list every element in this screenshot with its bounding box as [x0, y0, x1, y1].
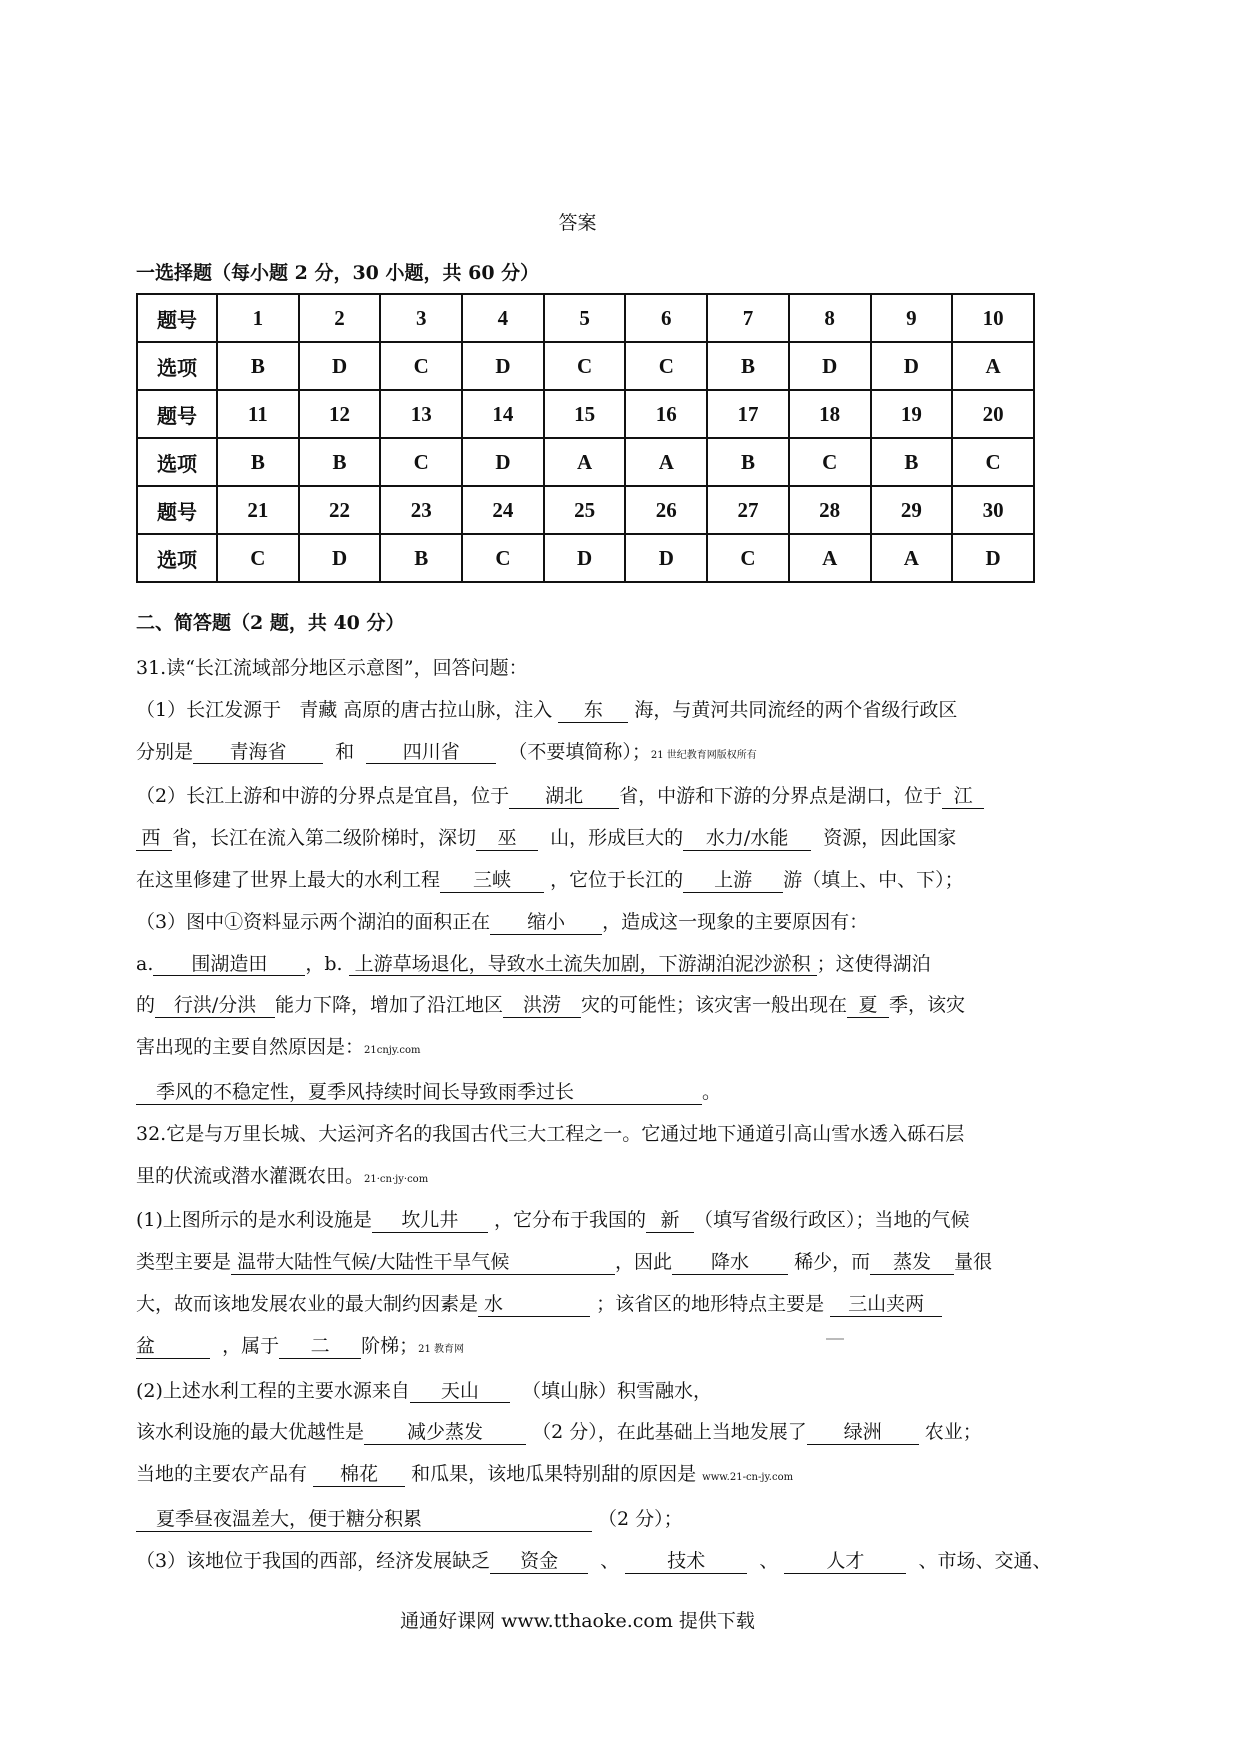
text: ；该省区的地形特点主要是 [596, 1292, 825, 1315]
text: （1）长江发源于 [136, 698, 282, 721]
text: 、 [759, 1549, 779, 1572]
text: ，b. [305, 952, 343, 975]
text: 的 [136, 994, 156, 1017]
table-cell: 1 [217, 294, 299, 342]
text: 在这里修建了世界上最大的水利工程 [136, 868, 441, 891]
answer-blank: 盆 [136, 1336, 210, 1359]
table-cell: D [299, 534, 381, 582]
table-cell: 21 [217, 486, 299, 534]
text: （填写省级行政区）；当地的气候 [693, 1209, 970, 1232]
table-cell: D [625, 534, 707, 582]
answer-blank: 蒸发 [870, 1252, 954, 1275]
table-cell: B [707, 342, 789, 390]
table-cell: 28 [789, 486, 871, 534]
table-row [137, 438, 1034, 486]
watermark-text: 21 世纪教育网版权所有 [650, 749, 757, 761]
table-row [137, 534, 1034, 582]
text: 里的伏流或潜水灌溉农田。 [136, 1164, 365, 1187]
table-cell: 2 [299, 294, 381, 342]
table-cell: 20 [952, 390, 1034, 438]
table-cell: C [952, 438, 1034, 486]
answer-blank: 降水 [672, 1252, 788, 1275]
table-cell: C [625, 342, 707, 390]
table-cell: 17 [707, 390, 789, 438]
section2-heading: 二、简答题（2 题，共 40 分） [136, 612, 405, 634]
text: 该水利设施的最大优越性是 [136, 1421, 365, 1444]
text: ，造成这一现象的主要原因有： [602, 910, 869, 933]
table-cell: B [217, 342, 299, 390]
table-cell: 8 [789, 294, 871, 342]
table-cell: 11 [217, 390, 299, 438]
text: （2 分），在此基础上当地发展了 [532, 1421, 807, 1444]
table-cell: 5 [544, 294, 626, 342]
answer-blank: 资金 [490, 1551, 588, 1574]
row-label-num: 题号 [137, 294, 217, 342]
table-row [137, 390, 1034, 438]
q32-part3-line1 [136, 1541, 1096, 1583]
text: （不要填简称）； [508, 740, 651, 763]
q32-part2-line4 [136, 1499, 1096, 1541]
scan-mark [826, 1338, 844, 1340]
text: 和 [335, 740, 355, 763]
table-cell: 13 [380, 390, 462, 438]
answer-blank: 东 [558, 700, 628, 723]
q31-part3-line5 [136, 1072, 1096, 1114]
table-row [137, 486, 1034, 534]
text: ，属于 [222, 1334, 280, 1357]
table-cell: 30 [952, 486, 1034, 534]
table-cell: B [299, 438, 381, 486]
text: （填山脉）积雪融水， [522, 1379, 713, 1402]
answer-blank: 西 [136, 828, 172, 851]
table-cell: D [952, 534, 1034, 582]
text: a. [136, 952, 154, 975]
answer-blank: 天山 [410, 1381, 510, 1404]
table-cell: A [871, 534, 953, 582]
text: 、市场、交通、 [918, 1549, 1052, 1572]
text: 能力下降，增加了沿江地区 [275, 994, 504, 1017]
text: 农业； [924, 1421, 982, 1444]
answer-blank: 减少蒸发 [364, 1422, 526, 1445]
answer-blank: 技术 [625, 1551, 747, 1574]
answer-blank: 缩小 [490, 912, 602, 935]
text: 和瓜果，该地瓜果特别甜的原因是 [411, 1463, 697, 1486]
table-cell: C [462, 534, 544, 582]
table-cell: 23 [380, 486, 462, 534]
q32-intro-line1: 32.它是与万里长城、大运河齐名的我国古代三大工程之一。它通过地下通道引高山雪水透入砾石层 [136, 1122, 965, 1145]
table-cell: D [462, 342, 544, 390]
text: （2 分）； [598, 1507, 683, 1530]
answer-blank: 绿洲 [807, 1422, 919, 1445]
table-cell: D [299, 342, 381, 390]
table-cell: 27 [707, 486, 789, 534]
table-cell: B [217, 438, 299, 486]
table-row [137, 342, 1034, 390]
answer-blank: 新 [646, 1210, 694, 1233]
answer-blank: 三峡 [440, 870, 544, 893]
q32-part1-line1 [136, 1200, 1096, 1242]
text: （3）图中①资料显示两个湖泊的面积正在 [136, 910, 491, 933]
text: 资源，因此国家 [823, 827, 957, 850]
q32-part1-line4 [136, 1326, 1096, 1371]
table-cell: 12 [299, 390, 381, 438]
text: 省，中游和下游的分界点是湖口，位于 [619, 785, 943, 808]
q31-part2-line2 [136, 818, 1096, 860]
answer-blank: 水 [478, 1294, 590, 1317]
answer-body [136, 648, 1096, 1583]
answer-blank: 江 [942, 786, 984, 809]
text: 阶梯； [361, 1334, 419, 1357]
answer-blank: 青藏 [299, 698, 338, 721]
answer-blank: 行洪/分洪 [155, 995, 275, 1018]
table-cell: C [217, 534, 299, 582]
table-cell: 9 [871, 294, 953, 342]
watermark-text: 21·cn·jy·com [364, 1173, 429, 1185]
row-label-num: 题号 [137, 486, 217, 534]
q31-part2-line3 [136, 860, 1096, 902]
text: 量很 [954, 1251, 993, 1274]
text: (2)上述水利工程的主要水源来自 [136, 1379, 410, 1402]
text: 高原的唐古拉山脉，注入 [343, 698, 553, 721]
q32-part2-line1 [136, 1371, 1096, 1413]
q31-part3-line1 [136, 902, 1096, 944]
table-cell: C [380, 342, 462, 390]
q31-intro: 31.读“长江流域部分地区示意图”，回答问题： [136, 657, 528, 679]
table-cell: A [625, 438, 707, 486]
watermark-text: www.21-cn-jy.com [702, 1472, 794, 1484]
table-cell: C [789, 438, 871, 486]
q32-part2-line3 [136, 1454, 1096, 1499]
text: ；这使得湖泊 [816, 952, 931, 975]
text: 害出现的主要自然原因是： [136, 1036, 365, 1059]
q31-part2-line1 [136, 776, 1096, 818]
table-cell: D [544, 534, 626, 582]
answer-blank: 上游草场退化，导致水土流失加剧，下游湖泊泥沙淤积 [349, 954, 817, 977]
text: ，它位于长江的 [550, 868, 684, 891]
text: （3）该地位于我国的西部，经济发展缺乏 [136, 1549, 491, 1572]
table-cell: 14 [462, 390, 544, 438]
table-cell: 3 [380, 294, 462, 342]
q32-part1-line3 [136, 1284, 1096, 1326]
text: 海，与黄河共同流经的两个省级行政区 [634, 698, 958, 721]
table-cell: 22 [299, 486, 381, 534]
answer-blank: 夏季昼夜温差大，便于糖分积累 [136, 1509, 592, 1532]
answer-blank: 巫 [476, 828, 538, 851]
text: (1)上图所示的是水利设施是 [136, 1209, 372, 1232]
text: （2）长江上游和中游的分界点是宜昌，位于 [136, 785, 510, 808]
answer-table [136, 293, 1035, 583]
answer-blank: 湖北 [509, 786, 619, 809]
row-label-num: 题号 [137, 390, 217, 438]
table-cell: 4 [462, 294, 544, 342]
table-cell: D [871, 342, 953, 390]
table-cell: 18 [789, 390, 871, 438]
q31-part3-line2 [136, 944, 1096, 986]
row-label-ans: 选项 [137, 438, 217, 486]
watermark-text: 21cnjy.com [364, 1045, 421, 1057]
table-cell: 7 [707, 294, 789, 342]
answer-blank: 温带大陆性气候/大陆性干旱气候 [231, 1252, 615, 1275]
table-cell: D [462, 438, 544, 486]
page-title: 答案 [558, 212, 597, 234]
text: ，它分布于我国的 [493, 1209, 646, 1232]
q32-part1-line2 [136, 1242, 1096, 1284]
q32-part2-line2 [136, 1412, 1096, 1454]
table-cell: 26 [625, 486, 707, 534]
text: 类型主要是 [136, 1251, 232, 1274]
table-cell: D [789, 342, 871, 390]
table-cell: 19 [871, 390, 953, 438]
table-cell: 29 [871, 486, 953, 534]
row-label-ans: 选项 [137, 534, 217, 582]
table-cell: 6 [625, 294, 707, 342]
answer-blank: 三山夹两 [830, 1294, 942, 1317]
table-cell: C [380, 438, 462, 486]
table-cell: 15 [544, 390, 626, 438]
table-cell: 25 [544, 486, 626, 534]
table-cell: B [871, 438, 953, 486]
q31-part3-line3 [136, 985, 1096, 1027]
table-row [137, 294, 1034, 342]
text: ，因此 [615, 1251, 673, 1274]
answer-blank: 人才 [784, 1551, 906, 1574]
answer-blank: 上游 [683, 870, 783, 893]
text: 游（填上、中、下）； [783, 868, 964, 891]
text: 灾的可能性；该灾害一般出现在 [581, 994, 848, 1017]
answer-blank: 青海省 [193, 742, 323, 765]
text: 、 [600, 1549, 620, 1572]
row-label-ans: 选项 [137, 342, 217, 390]
table-cell: B [707, 438, 789, 486]
table-cell: A [789, 534, 871, 582]
answer-blank: 洪涝 [503, 995, 581, 1018]
q31-part1-line2 [136, 732, 1096, 777]
q32-intro-line2 [136, 1156, 1096, 1201]
text: 省，长江在流入第二级阶梯时，深切 [172, 827, 477, 850]
table-cell: 24 [462, 486, 544, 534]
text: 山，形成巨大的 [550, 827, 684, 850]
answer-blank: 坎儿井 [372, 1210, 488, 1233]
text: 当地的主要农产品有 [136, 1463, 308, 1486]
q31-part1-line1 [136, 690, 1096, 732]
table-cell: 16 [625, 390, 707, 438]
answer-blank: 围湖造田 [153, 954, 305, 977]
watermark-text: 21 教育网 [418, 1343, 465, 1355]
table-cell: 10 [952, 294, 1034, 342]
answer-blank: 水力/水能 [683, 828, 811, 851]
answer-blank: 二 [279, 1336, 361, 1359]
table-cell: A [952, 342, 1034, 390]
text: 稀少，而 [794, 1251, 871, 1274]
q31-part3-line4 [136, 1027, 1096, 1072]
text: 季，该灾 [889, 994, 966, 1017]
section1-heading: 一选择题（每小题 2 分，30 小题，共 60 分） [136, 262, 540, 284]
page-footer: 通通好课网 www.tthaoke.com 提供下载 [400, 1610, 755, 1632]
text: 大，故而该地发展农业的最大制约因素是 [136, 1292, 479, 1315]
answer-blank: 夏 [847, 995, 889, 1018]
table-cell: C [544, 342, 626, 390]
table-cell: C [707, 534, 789, 582]
table-cell: A [544, 438, 626, 486]
answer-blank: 棉花 [313, 1464, 405, 1487]
answer-blank: 季风的不稳定性，夏季风持续时间长导致雨季过长 [136, 1082, 702, 1105]
text: 分别是 [136, 740, 194, 763]
answer-blank: 四川省 [366, 742, 496, 765]
text: 。 [702, 1080, 722, 1103]
table-cell: B [380, 534, 462, 582]
